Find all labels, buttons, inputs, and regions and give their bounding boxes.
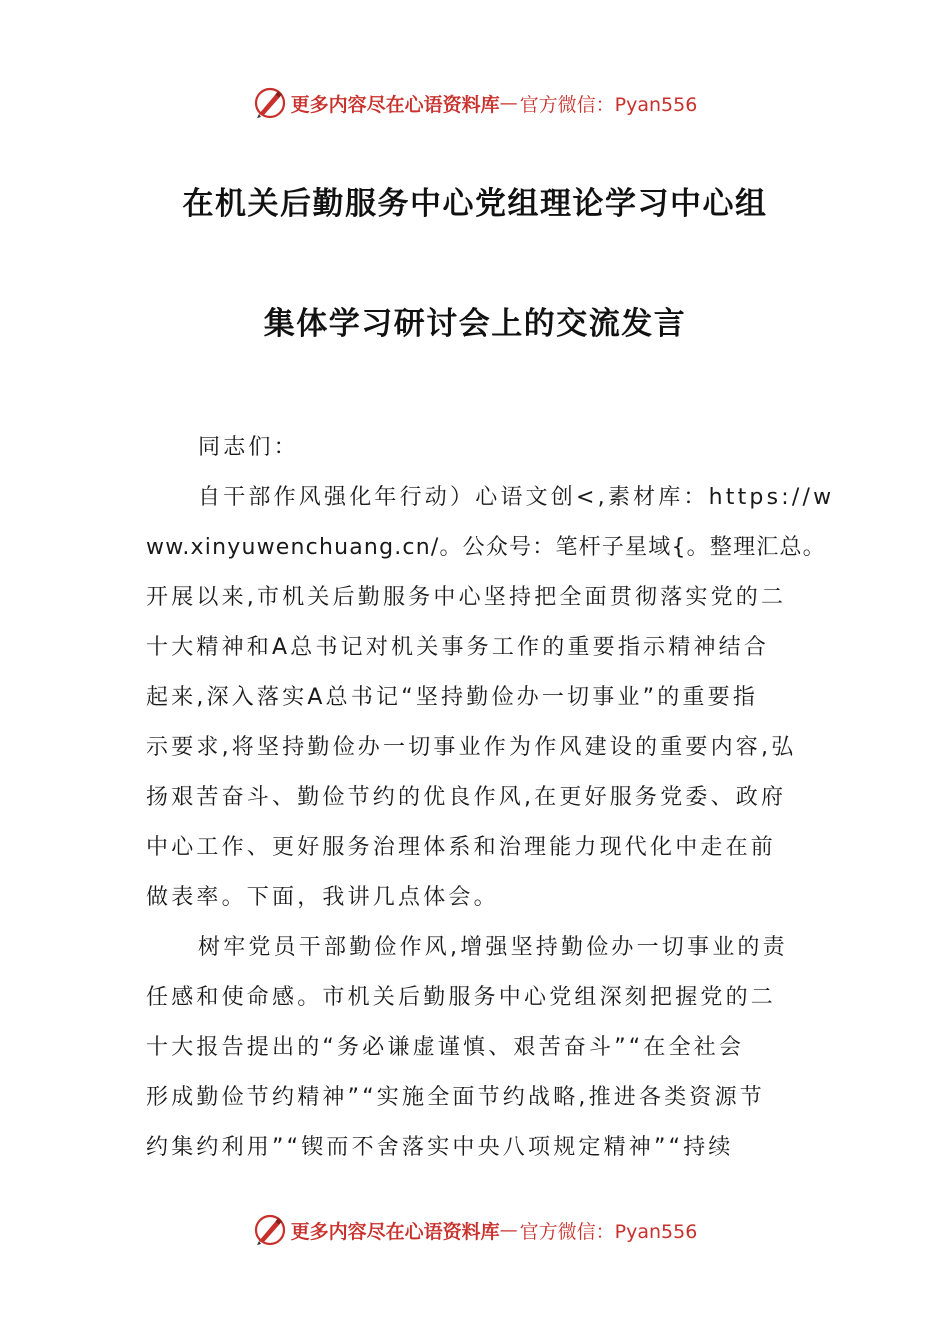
body-line: 起来,深入落实A总书记“坚持勤俭办一切事业”的重要指 [146,685,759,710]
body-line: 任感和使命感。市机关后勤服务中心党组深刻把握党的二 [146,985,777,1010]
document-body [146,423,835,1173]
body-line: 十大精神和A总书记对机关事务工作的重要指示精神结合 [146,635,770,660]
body-line: 形成勤俭节约精神”“实施全面节约战略,推进各类资源节 [146,1085,765,1110]
body-line: 十大报告提出的“务必谦虚谨慎、艰苦奋斗”“在全社会 [146,1035,745,1060]
banner-text: 更多内容尽在心语资料库 [290,1220,500,1243]
banner-separator: — [499,92,520,114]
body-line: 中心工作、更好服务治理体系和治理能力现代化中走在前 [146,835,777,860]
banner-wechat: 官方微信：Pyan556 [519,93,698,116]
salutation: 同志们： [198,435,299,460]
body-line: 自干部作风强化年行动）心语文创<,素材库：https://w [198,485,835,510]
banner-text: 更多内容尽在心语资料库 [290,93,500,116]
body-line: 约集约利用”“锲而不舍落实中央八项规定精神”“持续 [146,1135,734,1160]
document-title-line-1: 在机关后勤服务中心党组理论学习中心组 [182,186,768,222]
pen-logo-icon [253,1213,287,1247]
body-line: 树牢党员干部勤俭作风,增强坚持勤俭办一切事业的责 [198,935,788,960]
body-line: 做表率。下面，我讲几点体会。 [146,885,499,910]
banner-separator: — [499,1219,520,1241]
body-line: 示要求,将坚持勤俭办一切事业作为作风建设的重要内容,弘 [146,735,797,760]
body-line: 开展以来,市机关后勤服务中心坚持把全面贯彻落实党的二 [146,585,787,610]
body-line: ww.xinyuwenchuang.cn/。公众号：笔杆子星域{。整理汇总。 [146,535,826,560]
pen-logo-icon [253,86,287,120]
document-title-line-2: 集体学习研讨会上的交流发言 [263,306,687,342]
banner-wechat: 官方微信：Pyan556 [519,1220,698,1243]
header-banner [0,83,950,123]
body-line: 扬艰苦奋斗、勤俭节约的优良作风,在更好服务党委、政府 [146,785,787,810]
footer-banner [0,1210,950,1250]
